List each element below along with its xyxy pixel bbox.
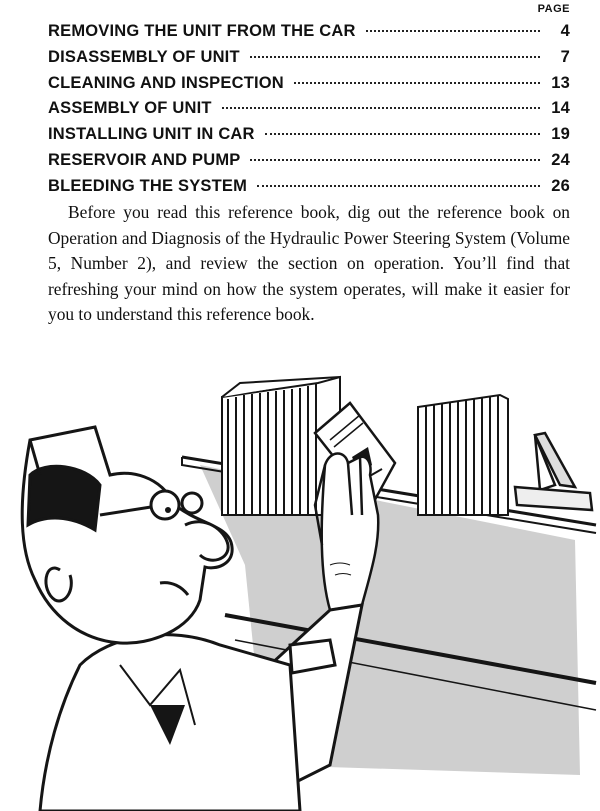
book-row-right	[418, 395, 508, 515]
toc-entry[interactable]	[48, 125, 570, 151]
toc-entry-page: 19	[551, 125, 570, 144]
toc-page-column-header: PAGE	[537, 3, 570, 15]
toc-entry[interactable]	[48, 74, 570, 100]
toc-entry-page: 26	[551, 176, 570, 195]
toc-leader-dots	[222, 107, 540, 109]
toc-entry-title: RESERVOIR AND PUMP	[48, 150, 241, 169]
intro-paragraph: Before you read this reference book, dig out the reference book on Operation and Diagnosis of the Hydraulic Power Steering System (Volume 5, Number 2), and review the section on operation. You’ll find that refreshing your mind on how the system operates, will make it easier for you to understand this reference book.	[48, 202, 570, 324]
toc-leader-dots	[250, 159, 540, 161]
toc-entry-title: REMOVING THE UNIT FROM THE CAR	[48, 22, 356, 40]
toc-leader-dots	[257, 185, 540, 187]
toc-entry-page: 4	[560, 22, 570, 40]
toc-entry-page: 24	[551, 150, 570, 169]
toc-entry-title: ASSEMBLY OF UNIT	[48, 99, 212, 118]
toc-entry-title: BLEEDING THE SYSTEM	[48, 176, 248, 195]
toc-entry[interactable]	[48, 151, 570, 177]
toc-entry[interactable]	[48, 22, 570, 48]
toc-entry-title: INSTALLING UNIT IN CAR	[48, 125, 255, 144]
toc-entry[interactable]	[48, 48, 570, 74]
toc-leader-dots	[366, 30, 540, 32]
table-of-contents	[48, 22, 570, 203]
toc-leader-dots	[265, 133, 540, 135]
mechanic-reading-illustration	[0, 365, 600, 811]
toc-entry-page: 14	[551, 99, 570, 118]
toc-entry[interactable]	[48, 99, 570, 125]
toc-leader-dots	[250, 56, 540, 58]
toc-entry-title: DISASSEMBLY OF UNIT	[48, 47, 240, 66]
toc-entry-title: CLEANING AND INSPECTION	[48, 73, 284, 92]
bookend	[515, 433, 592, 510]
toc-leader-dots	[294, 82, 540, 84]
toc-entry-page: 7	[560, 47, 570, 66]
toc-entry-page: 13	[551, 73, 570, 92]
toc-entry[interactable]	[48, 177, 570, 203]
torso	[40, 635, 300, 811]
